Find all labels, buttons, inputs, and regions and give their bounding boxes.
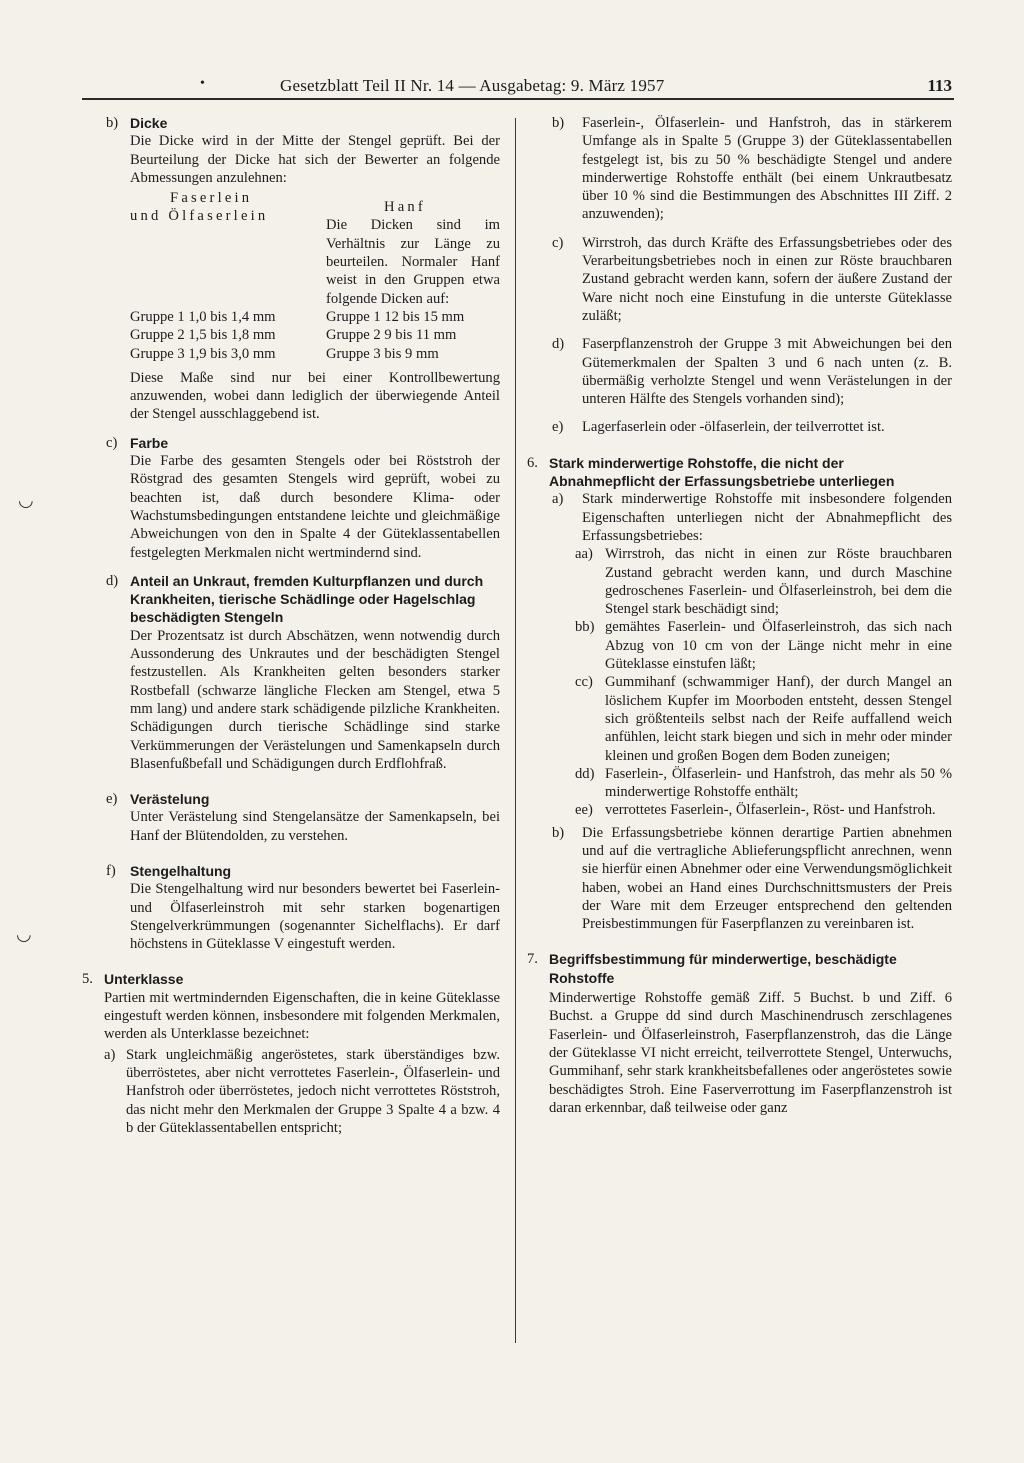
item-label: b)	[552, 824, 565, 841]
margin-mark: ◡	[16, 924, 32, 944]
item-5d	[527, 335, 952, 408]
item-label: c)	[106, 434, 118, 451]
item-label: a)	[552, 491, 564, 508]
item-label: e)	[552, 419, 564, 436]
section-c-farbe	[82, 434, 500, 562]
dimensions-table	[130, 189, 500, 363]
item-label: d)	[106, 572, 119, 589]
section-heading: Begriffsbestimmung für minderwertige, beschädigte Rohstoffe	[549, 951, 897, 986]
item-text: gemähtes Faserlein- und Ölfaserleinstroh, das sich nach Abzug von 10 cm von der Länge nicht mehr in eine Güteklasse einstufen läßt;	[605, 619, 952, 673]
table-head-oelfaserlein: und Ölfaserlein	[130, 208, 269, 225]
table-cell: Gruppe 1 12 bis 15 mm	[326, 308, 465, 325]
column-divider	[515, 118, 516, 1343]
item-label: b)	[106, 115, 119, 131]
section-text: Die Farbe des gesamten Stengels oder bei Röststroh der Röstgrad des gesamten Stengels wird geprüft, wobei zu beachten ist, daß durch besondere Klima- oder Wachstumsbedingungen entstandene leichte und gleichmäßige Abweichungen von den in Spalte 4 der Güteklassentabellen festgelegten Merkmalen nicht wertmindernd sind.	[130, 453, 500, 561]
section-7	[527, 950, 952, 1117]
item-6b	[527, 824, 952, 934]
table-head-hanf: Hanf	[384, 199, 426, 216]
right-column	[527, 114, 952, 1117]
item-label: c)	[552, 234, 564, 251]
section-d-anteil	[82, 572, 500, 773]
section-5-unterklasse	[82, 970, 500, 1137]
section-heading: Verästelung	[130, 791, 210, 808]
item-label: bb)	[575, 619, 595, 636]
section-text: Minderwertige Rohstoffe gemäß Ziff. 5 Buchst. b und Ziff. 6 Buchst. a Gruppe dd sind durch Maschinendrusch zerschlagenes Faserlein- und Ölfaserleinstroh, Faserpflanzenstroh, das die Länge der Güteklasse VI nicht erreicht, teilverrottete Stengel, Unterwuchs, Gummihanf, sehr stark krankheitsbefallenes oder angeröstetes sowie beschädigtes Stroh. Eine Faserverrottung im Faserpflanzenstroh ist daran erkennbar, daß teilweise oder ganz	[549, 990, 952, 1116]
section-text: Die Stengelhaltung wird nur besonders bewertet bei Faserlein- und Ölfaserleinstroh mit sehr starken bogenartigen Stengelverkrümmungen (sogenannter Sichelflachs). Er darf höchstens in Güteklasse V eingestuft werden.	[130, 881, 500, 953]
hanf-note: Die Dicken sind im Verhältnis zur Länge zu beurteilen. Normaler Hanf weist in den Gruppen etwa folgende Dicken auf:	[326, 217, 500, 307]
item-text: Faserpflanzenstroh der Gruppe 3 mit Abweichungen bei den Gütemerkmalen der Spalten 3 und 6 nach unten (z. B. übermäßig verholzte Stengel und wenn Verästelungen in der unteren Hälfte des Stengels vorhanden sind);	[582, 336, 952, 408]
item-5a	[104, 1046, 500, 1137]
page-header	[82, 76, 954, 98]
item-label: d)	[552, 336, 565, 353]
section-heading: Dicke	[130, 115, 168, 131]
item-text: Die Erfassungsbetriebe können derartige Partien abnehmen und auf die vertragliche Ablieferungspflicht anrechnen, wenn sie hierfür einen Abnehmer oder eine Verwendungsmöglichkeit haben, wobei an Hand eines Durchschnittsmusters der Preis der Ware mit dem Erzeuger entsprechend den geltenden Preisbestimmungen für Faserpflanzen zu vereinbaren ist.	[582, 824, 952, 933]
item-label: 6.	[527, 454, 538, 471]
item-6a-cc	[527, 673, 952, 764]
item-6a	[527, 490, 952, 545]
section-f-stengelhaltung	[82, 862, 500, 953]
item-text: Faserlein-, Ölfaserlein- und Hanfstroh, das in stärkerem Umfange als in Spalte 5 (Gruppe 3) der Güteklassentabellen festgelegt ist, bis zu 50 % beschädigte Stengel und andere minderwertige Rohstoffe enthält (bei einem Unkrautbesatz über 10 % sind die Bestimmungen des Abschnittes III Ziff. 2 anzuwenden);	[582, 115, 952, 223]
margin-mark: ◡	[18, 490, 34, 510]
item-label: dd)	[575, 765, 595, 782]
item-text: Wirrstroh, das durch Kräfte des Erfassungsbetriebes oder des Verarbeitungsbetriebes noch in einen zur Röste brauchbaren Zustand gebracht werden kann, sofern der äußere Zustand der Ware nicht noch eine Einstufung in die unterste Güteklasse zuläßt;	[582, 234, 952, 324]
item-label: aa)	[575, 546, 593, 563]
section-heading: Stark minderwertige Rohstoffe, die nicht der Abnahmepflicht der Erfassungsbetriebe unterliegen	[549, 454, 895, 490]
section-e-veraestelung	[82, 790, 500, 845]
section-heading: Stengelhaltung	[130, 862, 232, 879]
section-heading: Anteil an Unkraut, fremden Kulturpflanzen und durch Krankheiten, tierische Schädlinge oder Hagelschlag beschädigten Stengeln	[130, 572, 484, 626]
section-text-2: Diese Maße sind nur bei einer Kontrollbewertung anzuwenden, wobei dann lediglich der überwiegende Anteil der Stengel ausschlaggebend ist.	[130, 369, 500, 423]
item-text: verrottetes Faserlein-, Ölfaserlein-, Röst- und Hanfstroh.	[605, 802, 936, 819]
section-heading: Unterklasse	[104, 971, 184, 988]
item-text: Gummihanf (schwammiger Hanf), der durch Mangel an löslichem Kupfer im Moorboden entsteht, dessen Stengel sich größtenteils selbst nach der Reife auffallend weich anfühlen, leicht stark biegen und sich in mehr oder minder kleinen und großen Bogen dem Boden zuneigen;	[605, 674, 952, 764]
table-head-faserlein: Faserlein	[170, 190, 253, 207]
item-label: 7.	[527, 951, 538, 968]
section-text: Partien mit wertmindernden Eigenschaften, die in keine Güteklasse eingestuft werden können, insbesondere mit folgenden Merkmalen, werden als Unterklasse bezeichnet:	[104, 989, 500, 1043]
item-text: Faserlein-, Ölfaserlein- und Hanfstroh, das mehr als 50 % minderwertige Rohstoffe enthält;	[605, 765, 952, 801]
header-rule	[82, 98, 954, 100]
item-label: 5.	[82, 971, 93, 988]
table-cell: Gruppe 3 bis 9 mm	[326, 345, 439, 362]
section-text: Der Prozentsatz ist durch Abschätzen, wenn notwendig durch Aussonderung des Unkrautes und der beschädigten Stengel festzustellen. Als Krankheiten gelten besonders starker Rostbefall (schwarze längliche Flecken am Stengel, etwa 5 mm lang) und andere stark schädigende pilzliche Krankheiten. Schädigungen durch tierische Schädlinge sind starke Verkümmerungen der Verästelungen und Samenkapseln durch Blasenfußbefall und Schädigungen durch Erdflohfraß.	[130, 627, 500, 772]
page-number: 113	[927, 76, 952, 95]
item-6a-dd	[527, 765, 952, 802]
item-label: ee)	[575, 802, 593, 819]
item-6a-ee	[527, 801, 952, 819]
item-5e	[527, 418, 952, 436]
item-text: Stark minderwertige Rohstoffe mit insbesondere folgenden Eigenschaften unterliegen nicht der Abnahmepflicht des Erfassungsbetriebes:	[582, 491, 952, 544]
table-cell: Gruppe 1 1,0 bis 1,4 mm	[130, 308, 276, 325]
item-text: Wirrstroh, das nicht in einen zur Röste brauchbaren Zustand gebracht werden kann, und durch Maschine gedroschenes Faserlein- und Ölfaserleinstroh, bei dem die Stengel stark beschädigt sind;	[605, 546, 952, 618]
header-title: Gesetzblatt Teil II Nr. 14 — Ausgabetag: 9. März 1957	[280, 76, 665, 95]
header-dot: •	[200, 76, 205, 91]
item-label: e)	[106, 791, 118, 808]
item-label: b)	[552, 115, 565, 131]
item-text: Lagerfaserlein oder -ölfaserlein, der teilverrottet ist.	[582, 419, 885, 436]
item-label: a)	[104, 1046, 116, 1063]
item-5c	[527, 234, 952, 325]
table-cell: Gruppe 2 1,5 bis 1,8 mm	[130, 327, 276, 344]
table-cell: Gruppe 2 9 bis 11 mm	[326, 327, 457, 344]
section-6	[527, 454, 952, 491]
item-5b	[527, 114, 952, 224]
section-text: Die Dicke wird in der Mitte der Stengel geprüft. Bei der Beurteilung der Dicke hat sich der Bewerter an folgende Abmessungen anzulehnen:	[130, 133, 500, 186]
section-heading: Farbe	[130, 434, 169, 451]
item-text: Stark ungleichmäßig angeröstetes, stark überständiges bzw. überröstetes, aber nicht verrottetes Faserlein-, Ölfaserlein- und Hanfstroh oder überröstetes, jedoch nicht verrottetes Röststroh, das nicht mehr den Merkmalen der Gruppe 3 Spalte 4 a bzw. 4 b der Güteklassentabellen entspricht;	[126, 1046, 500, 1136]
item-6a-bb	[527, 618, 952, 673]
table-cell: Gruppe 3 1,9 bis 3,0 mm	[130, 345, 276, 362]
item-label: cc)	[575, 674, 593, 691]
left-column	[82, 114, 500, 1137]
item-label: f)	[106, 862, 116, 879]
item-6a-aa	[527, 545, 952, 618]
section-text: Unter Verästelung sind Stengelansätze der Samenkapseln, bei Hanf der Blütendolden, zu verstehen.	[130, 809, 500, 844]
section-b-dicke	[82, 114, 500, 424]
